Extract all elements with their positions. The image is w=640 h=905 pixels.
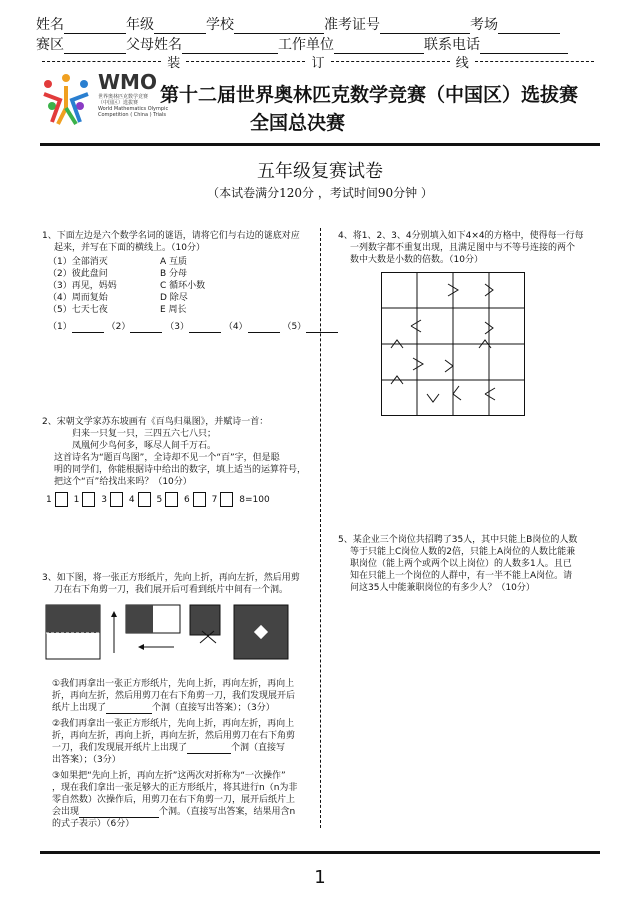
q1-blank-3[interactable] xyxy=(189,322,221,333)
name-field[interactable] xyxy=(64,19,126,34)
q3-part-1: ①我们再拿出一张正方形纸片，先向上折，再向左折，再向上 折，再向左折，然后用剪刀在右下角剪一刀，我们发现展开后 纸片上出现了 个洞（直接写出答案）；（3分） xyxy=(52,679,296,713)
label-school: 学校 xyxy=(206,17,234,33)
binding-xian: 线 xyxy=(455,55,469,71)
school-field[interactable] xyxy=(234,19,324,34)
ticket-field[interactable] xyxy=(380,19,470,34)
q1-blank-2[interactable] xyxy=(130,322,162,333)
binding-zhuang: 装 xyxy=(167,55,181,71)
q1-answer-blanks: （1） （2） （3） （4） （5） xyxy=(48,321,338,333)
competition-subtitle: 全国总决赛 xyxy=(250,112,346,134)
exam-name: 五年级复赛试卷 xyxy=(257,161,383,182)
q3-blank-3[interactable] xyxy=(79,807,159,818)
op-box-2[interactable] xyxy=(82,492,95,507)
q3-part-3: ③如果把“先向上折，再向左折”这两次对折称为“一次操作” ，现在我们拿出一张足够大的正方形纸片，将其进行n（n为非 零自然数）次操作后，用剪刀在右下角剪一刀，展开后纸片上 会出现 个洞。（直接写出答案，结果用含n 的式子表示）（6分） xyxy=(52,771,298,829)
op-box-5[interactable] xyxy=(165,492,178,507)
q1-blank-4[interactable] xyxy=(248,322,280,333)
label-region: 赛区 xyxy=(36,37,64,53)
q3-blank-1[interactable] xyxy=(106,703,152,714)
label-work: 工作单位 xyxy=(278,37,334,53)
question-2: 2、宋朝文学家苏东坡画有《百鸟归巢图》，并赋诗一首： 归来一只复一只，三四五六七八只； 凤凰何少鸟何多，啄尽人间千万石。 这首诗名为“题百鸟图”，全诗却不见一个“百”字，但是聪 明的同学们，你能根据诗中给出的数字，填上适当的运算符号， 把这个“百”给找出来吗？（10分） xyxy=(42,417,307,487)
grade-field[interactable] xyxy=(154,19,206,34)
question-1: 1、下面左边是六个数学名词的谜语，请将它们与右边的谜底对应 起来，并写在下面的横线上。（10分） xyxy=(42,231,300,253)
label-parent: 父母姓名 xyxy=(126,37,182,53)
wmo-figures-icon xyxy=(38,70,96,130)
q1-right-options: A 互质 B 分母 C 循环小数 D 除尽 E 周长 xyxy=(160,257,206,315)
exam-note: （本试卷满分120分 ，考试时间90分钟 ） xyxy=(207,186,433,200)
room-field[interactable] xyxy=(498,19,560,34)
label-phone: 联系电话 xyxy=(424,37,480,53)
bottom-rule xyxy=(40,851,600,854)
top-rule xyxy=(40,143,600,146)
folding-diagram xyxy=(44,603,294,665)
q2-equation: 1 1 3 4 5 6 7 8=100 xyxy=(46,492,270,507)
binding-line xyxy=(36,52,600,70)
question-5: 5、某企业三个岗位共招聘了35人，其中只能上B岗位的人数 等于只能上C岗位人数的2倍，只能上A岗位的人数比能兼 职岗位（能上两个或两个以上岗位）的人数多1人。且已 知在只能上一个岗位的人群中，有一半不能上A岗位。请 问这35人中能兼职岗位的有多少人？（10分） xyxy=(338,535,578,593)
column-divider xyxy=(320,228,321,828)
header-row-1 xyxy=(36,14,600,34)
op-box-7[interactable] xyxy=(220,492,233,507)
q3-blank-2[interactable] xyxy=(187,743,231,754)
inequality-grid xyxy=(381,272,525,420)
op-box-1[interactable] xyxy=(55,492,68,507)
page-number: 1 xyxy=(314,867,326,888)
competition-title: 第十二届世界奥林匹克数学竞赛（中国区）选拔赛 xyxy=(160,84,579,106)
logo-subtext: 世界奥林匹克数学竞赛 （中国区）选拔赛 World Mathematics Olympic Competition ( China ) Trials xyxy=(98,94,169,118)
op-box-3[interactable] xyxy=(110,492,123,507)
question-3: 3、如下图，将一张正方形纸片，先向上折，再向左折，然后用剪 刀在右下角剪一刀，我们展开后可看到纸片中间有一个洞。 xyxy=(42,573,300,595)
binding-ding: 订 xyxy=(311,55,325,71)
label-ticket: 准考证号 xyxy=(324,17,380,33)
label-name: 姓名 xyxy=(36,17,64,33)
question-4: 4、将1、2、3、4分别填入如下4×4的方格中，使得每一行每 一列数字都不重复出现，且满足图中与不等号连接的两个 数中大数是小数的倍数。（10分） xyxy=(338,231,584,265)
q1-left-options: （1）全部消灭 （2）彼此盘问 （3）再见，妈妈 （4）周而复始 （5）七天七夜 xyxy=(48,257,117,315)
op-box-4[interactable] xyxy=(138,492,151,507)
q1-blank-5[interactable] xyxy=(306,322,338,333)
label-grade: 年级 xyxy=(126,17,154,33)
label-room: 考场 xyxy=(470,17,498,33)
logo-text: WMO xyxy=(98,70,157,94)
q1-blank-1[interactable] xyxy=(72,322,104,333)
op-box-6[interactable] xyxy=(193,492,206,507)
q3-part-2: ②我们再拿出一张正方形纸片，先向上折，再向左折，再向上 折，再向左折，再向上折，再向左折，然后用剪刀在右下角剪 一刀，我们发现展开纸片上出现了 个洞（直接写 出答案）；（3分） xyxy=(52,719,296,765)
